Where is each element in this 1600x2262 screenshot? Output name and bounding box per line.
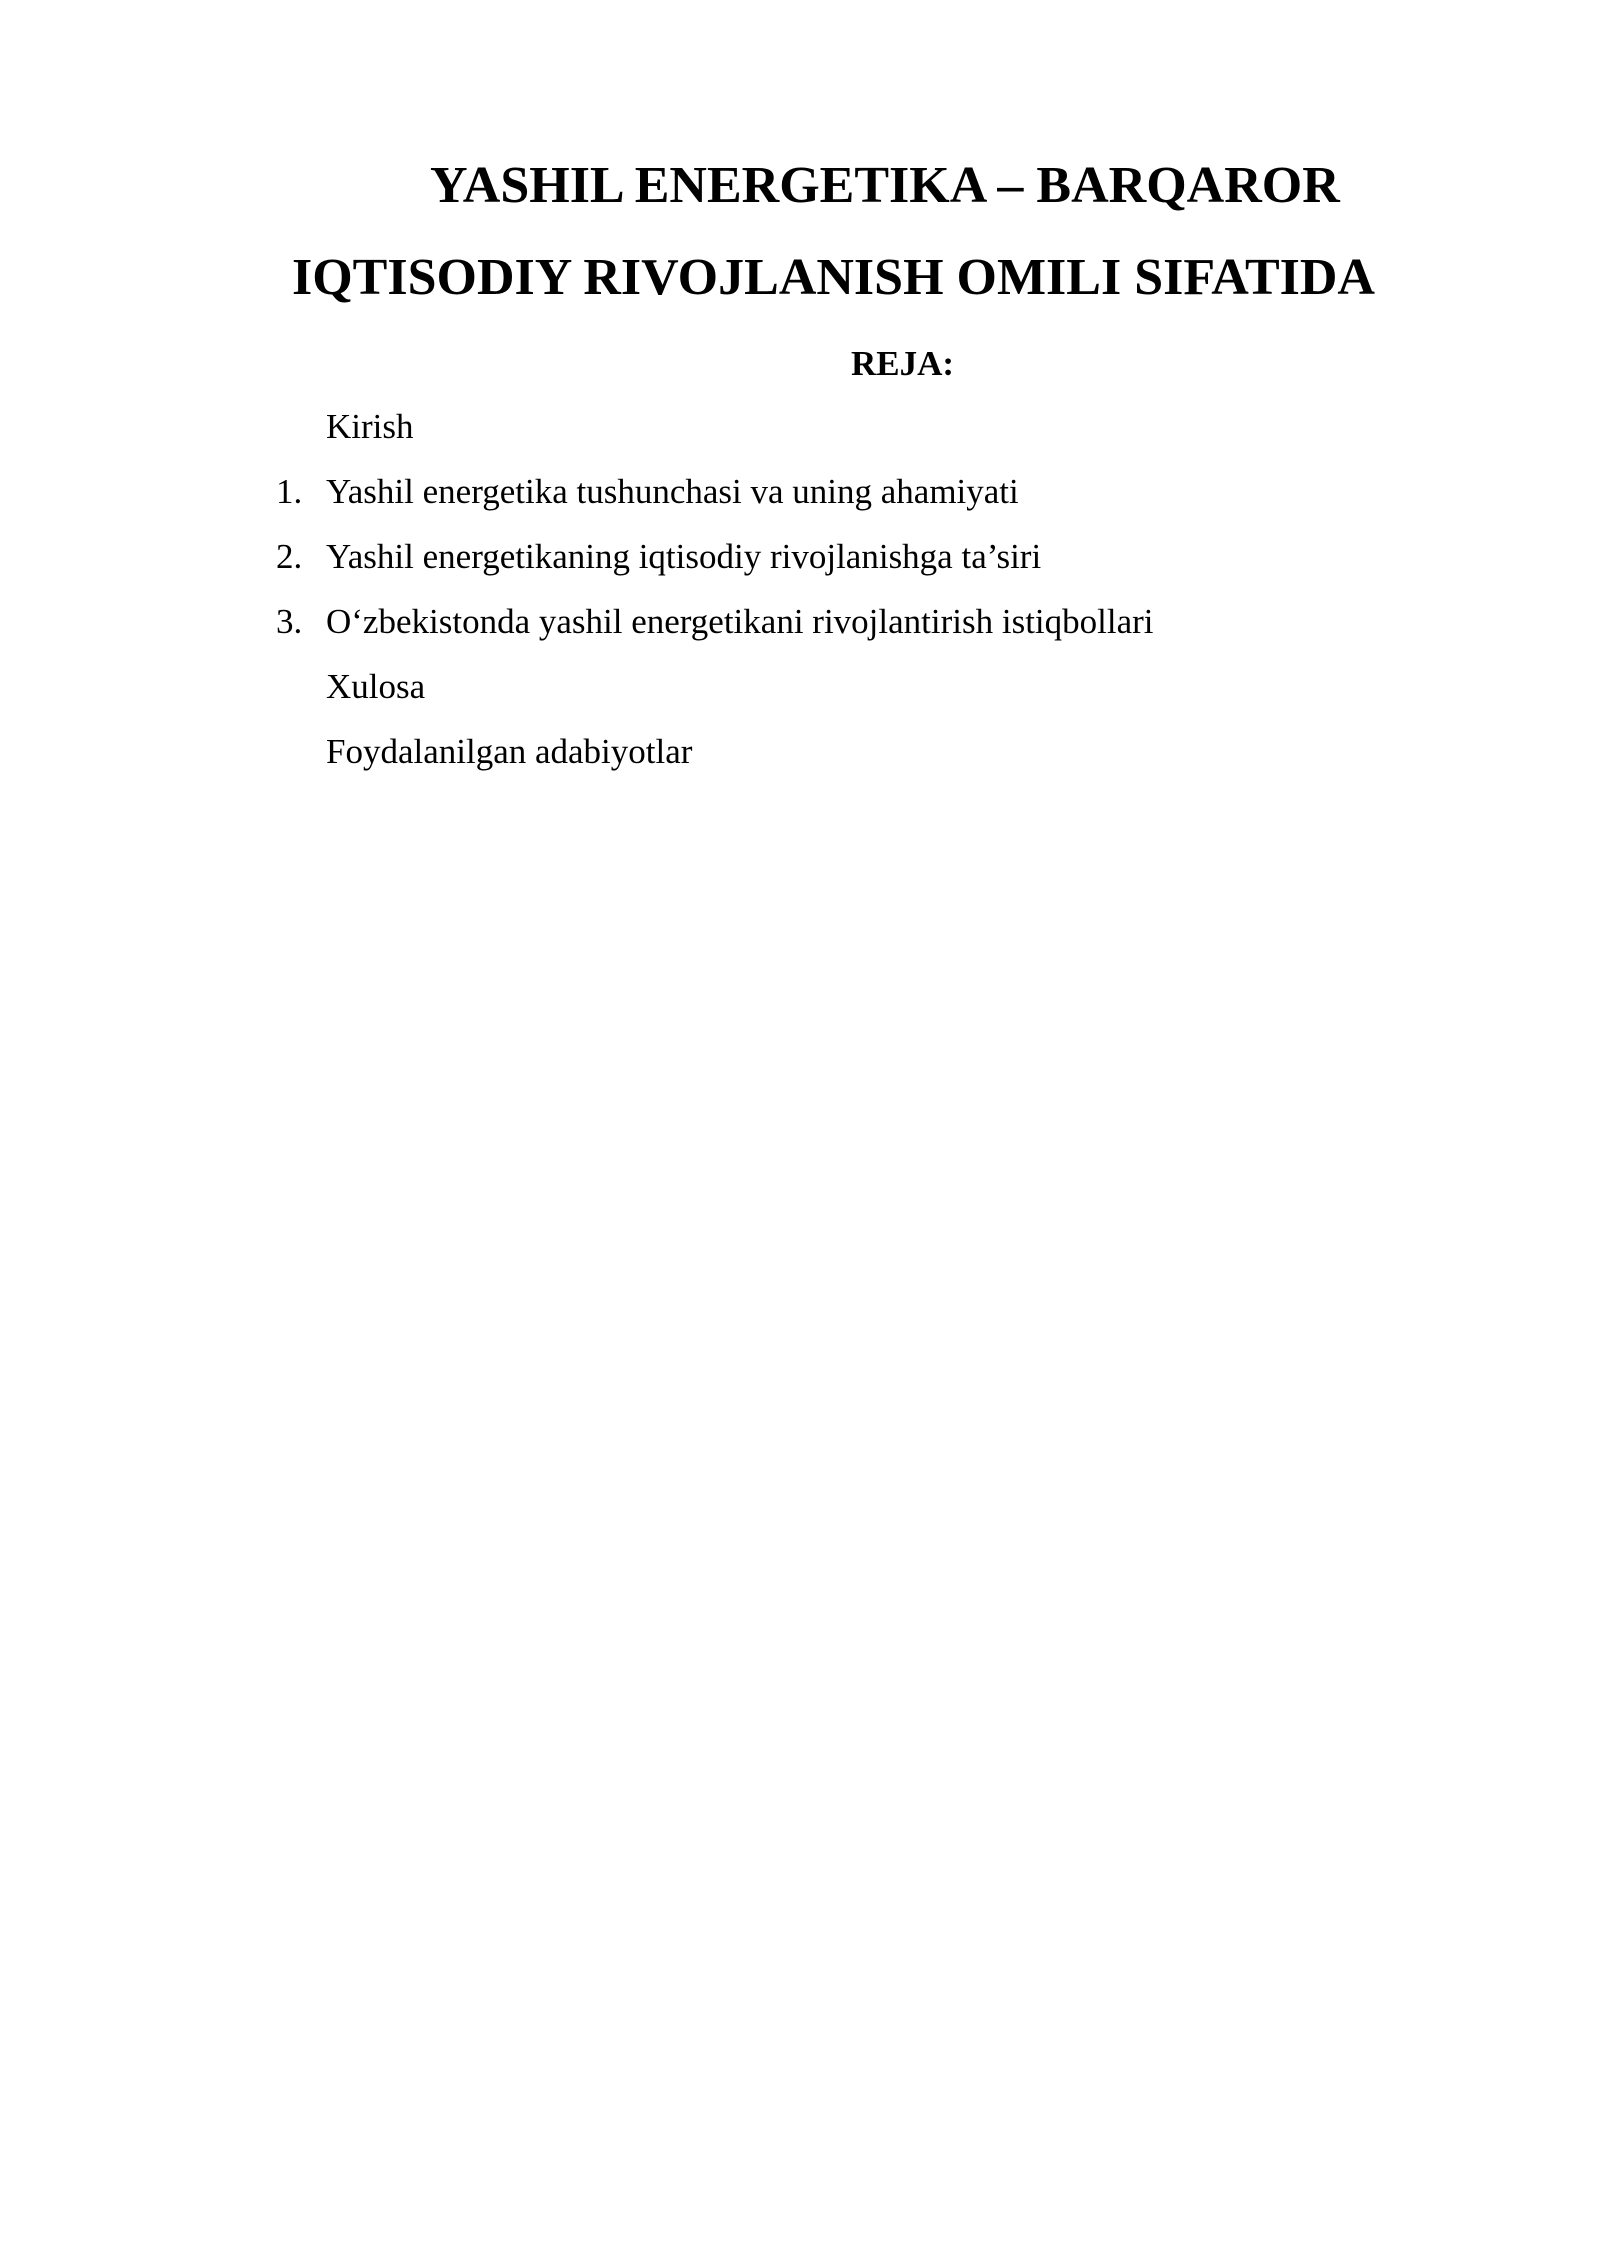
plan-heading: REJA: [851,344,955,383]
plan-item-number: 2. [276,537,303,576]
plan-item-references [0,730,1400,774]
plan-item-introduction [0,405,1400,449]
plan-item-text: O‘zbekistonda yashil energetikani rivojlantirish istiqbollari [326,602,1154,641]
plan-item-3 [0,600,1400,644]
plan-item-text: Foydalanilgan adabiyotlar [326,732,693,771]
plan-item-text: Yashil energetika tushunchasi va uning ahamiyati [326,472,1019,511]
plan-item-number: 1. [276,472,303,511]
plan-item-text: Xulosa [326,667,426,706]
plan-item-text: Kirish [326,407,414,446]
document-title-line-2: IQTISODIY RIVOJLANISH OMILI SIFATIDA [292,249,1375,306]
plan-item-1 [0,470,1400,514]
plan-item-text: Yashil energetikaning iqtisodiy rivojlanishga ta’siri [326,537,1042,576]
plan-item-conclusion [0,665,1400,709]
document-title-line-1: YASHIL ENERGETIKA – BARQAROR [430,157,1340,214]
plan-item-number: 3. [276,602,303,641]
plan-item-2 [0,535,1400,579]
